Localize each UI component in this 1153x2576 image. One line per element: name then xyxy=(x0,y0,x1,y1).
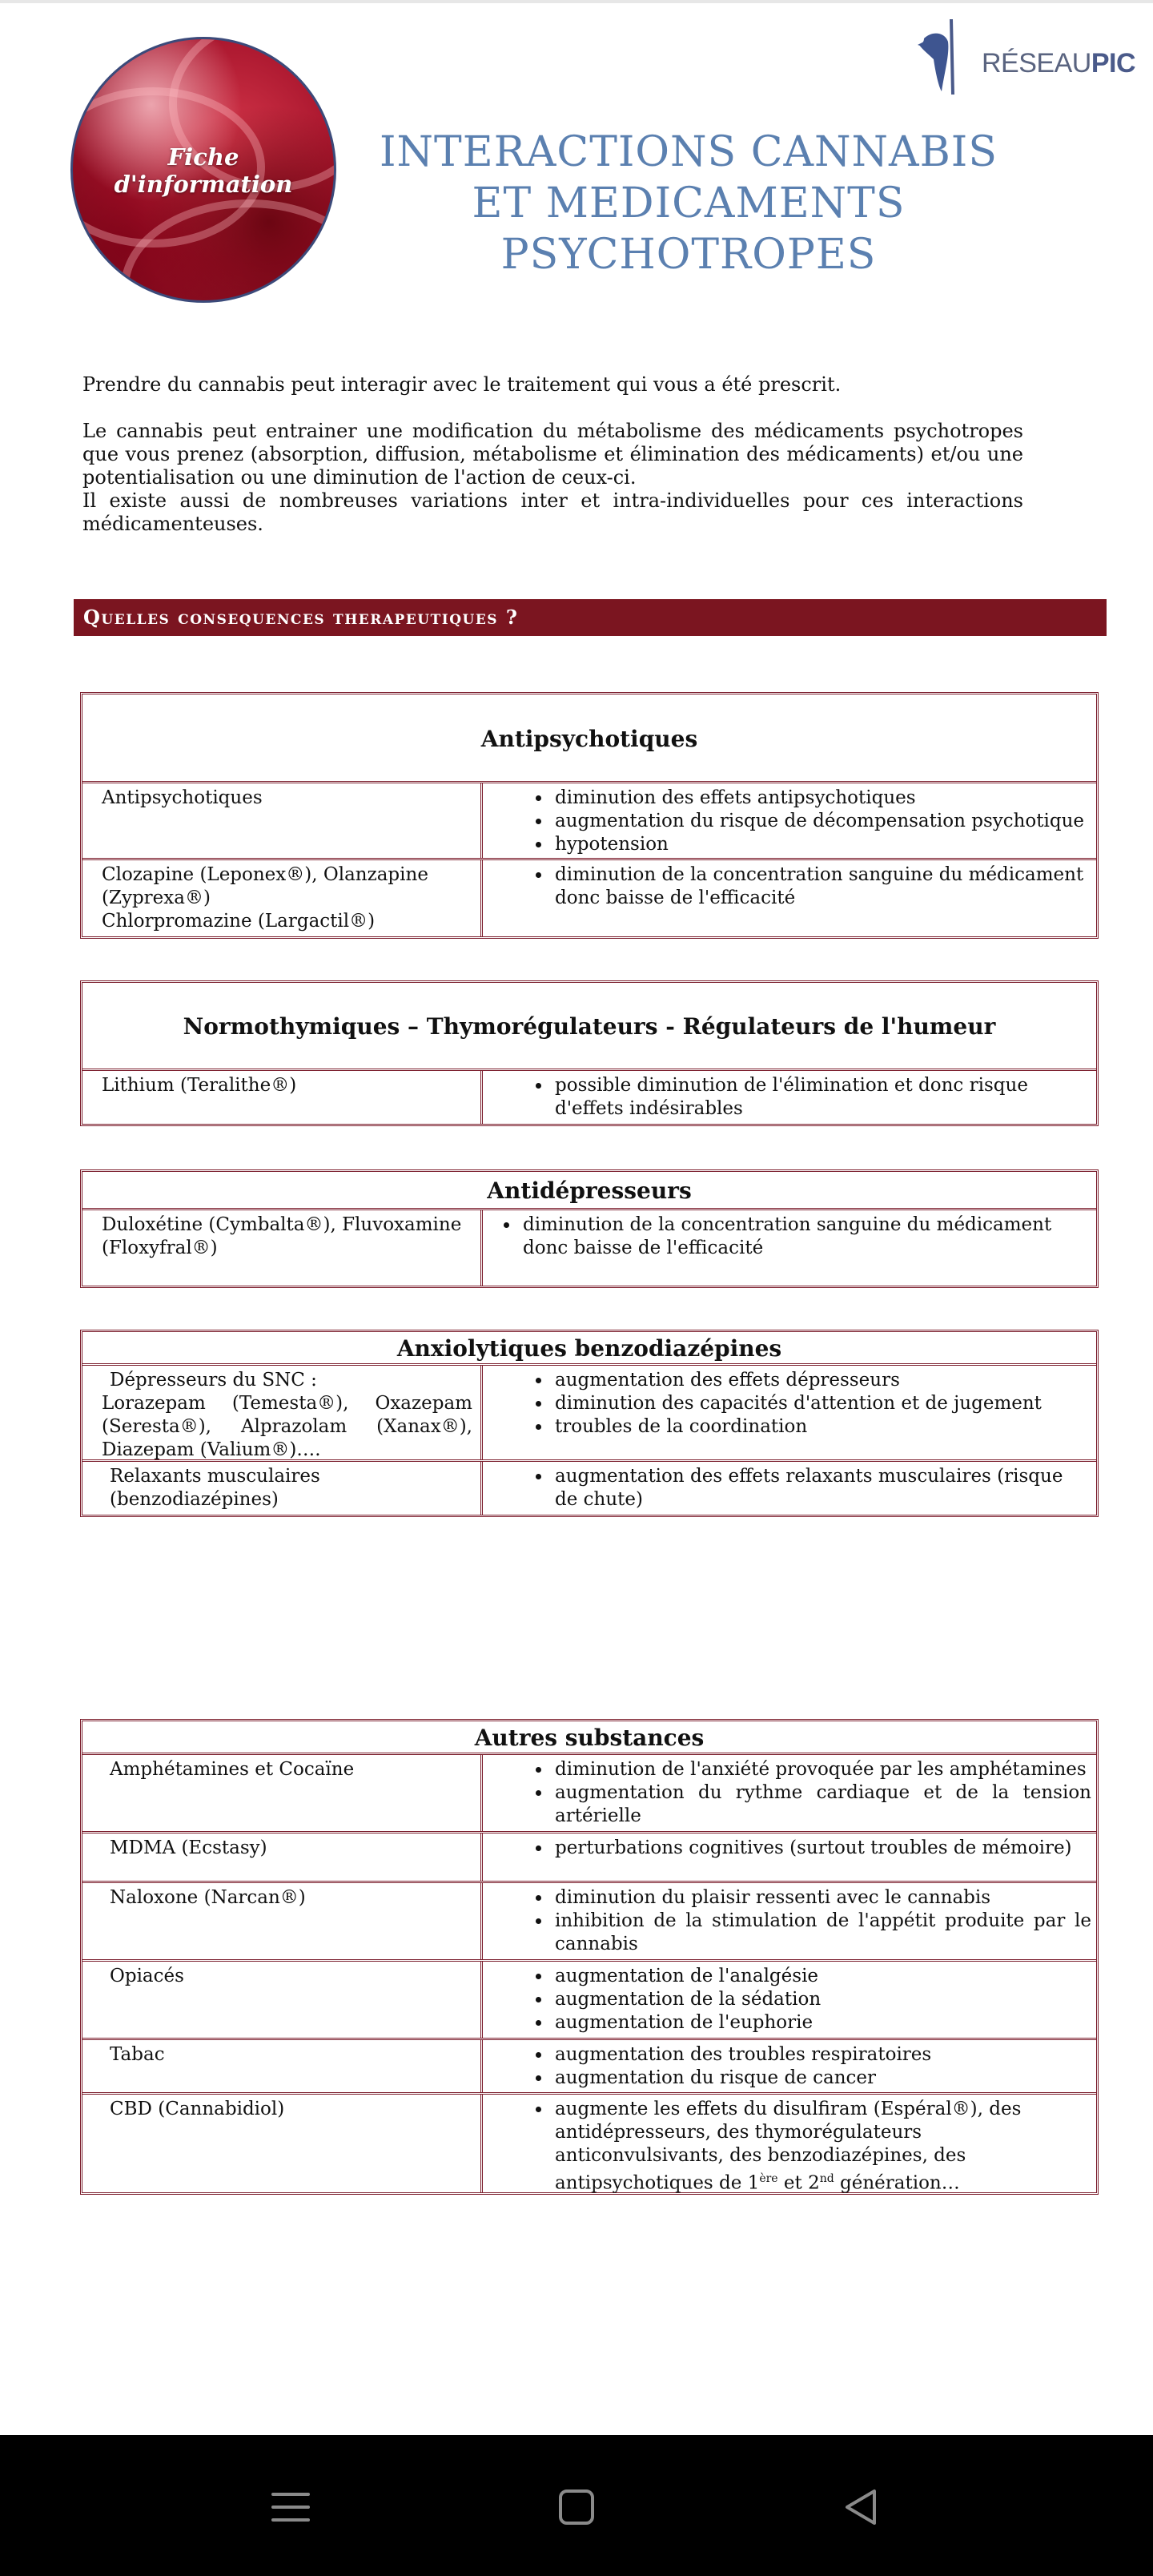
brand-name xyxy=(982,48,1135,79)
row-effects xyxy=(483,860,1096,936)
table-row xyxy=(82,1210,1096,1286)
effect-item: • diminution du plaisir ressenti avec le cannabis xyxy=(552,1886,1091,1910)
table-row xyxy=(82,1071,1096,1124)
intro-paragraph-3: Il existe aussi de nombreuses variations inter et intra-individuelles pour ces interactions médicamenteuses. xyxy=(82,489,1023,535)
table-title: Normothymiques – Thymorégulateurs - Régulateurs de l'humeur xyxy=(82,983,1096,1071)
row-effects xyxy=(483,1210,1096,1286)
row-label xyxy=(82,860,483,936)
brand-bold: PIC xyxy=(1091,48,1136,78)
row-label xyxy=(82,1366,483,1459)
effect-item: • augmentation des effets dépresseurs xyxy=(552,1369,1091,1392)
brand-thin: RÉSEAU xyxy=(982,48,1091,78)
table-row xyxy=(82,1366,1096,1462)
page-title xyxy=(352,127,1025,280)
row-label: Naloxone (Narcan®) xyxy=(82,1883,483,1959)
badge-line-1: Fiche xyxy=(167,143,239,171)
row-effects xyxy=(483,1962,1096,2038)
row-label: Amphétamines et Cocaïne xyxy=(82,1755,483,1831)
section-banner: Quelles consequences therapeutiques ? xyxy=(74,599,1107,636)
row-effects xyxy=(483,1366,1096,1459)
row-label: Duloxétine (Cymbalta®), Fluvoxamine (Floxyfral®) xyxy=(82,1210,483,1286)
effect-item xyxy=(552,2098,1091,2196)
table-autres-substances xyxy=(80,1719,1099,2195)
menu-icon[interactable] xyxy=(267,2483,315,2531)
system-nav-bar xyxy=(0,2435,1153,2576)
row-effects xyxy=(483,783,1096,858)
row-effects xyxy=(483,1071,1096,1124)
effect-item: • perturbations cognitives (surtout troubles de mémoire) xyxy=(552,1837,1091,1860)
top-divider xyxy=(0,0,1153,3)
row-label: CBD (Cannabidiol) xyxy=(82,2095,483,2192)
badge-line-2: d'information xyxy=(114,171,293,198)
row-effects xyxy=(483,2095,1096,2192)
effect-text: génération… xyxy=(834,2172,960,2194)
row-effects xyxy=(483,1755,1096,1831)
reseau-pic-logo xyxy=(918,14,1134,103)
row-label: Opiacés xyxy=(82,1962,483,2038)
effect-item: • augmentation du risque de cancer xyxy=(552,2067,1091,2090)
effect-item: • augmentation des effets relaxants musculaires (risque de chute) xyxy=(552,1465,1091,1511)
back-icon[interactable] xyxy=(838,2483,886,2531)
drug-names: Chlorpromazine (Largactil®) xyxy=(102,911,376,932)
effect-item: • diminution des capacités d'attention et de jugement xyxy=(552,1392,1091,1415)
intro-text xyxy=(82,373,1023,536)
effect-item: • hypotension xyxy=(552,833,1091,856)
table-row xyxy=(82,2095,1096,2192)
effect-item: • augmentation de la sédation xyxy=(552,1988,1091,2011)
effect-text: augmente les effets du disulfiram (Espéral®), des antidépresseurs, des thymorégulateurs anticonvulsivants, des benzodiazépines, des antipsychotiques de 1 xyxy=(555,2099,1022,2194)
table-antidepresseurs xyxy=(80,1169,1099,1288)
row-effects xyxy=(483,2040,1096,2092)
superscript: ère xyxy=(759,2172,778,2185)
table-row xyxy=(82,783,1096,860)
effect-item: • augmentation de l'analgésie xyxy=(552,1965,1091,1988)
title-line-3: PSYCHOTROPES xyxy=(500,231,877,279)
table-anxiolytiques xyxy=(80,1330,1099,1517)
effect-item: • diminution des effets antipsychotiques xyxy=(552,787,1091,810)
row-effects xyxy=(483,1833,1096,1881)
row-label: Lithium (Teralithe®) xyxy=(82,1071,483,1124)
superscript: nd xyxy=(819,2172,834,2185)
badge-text xyxy=(73,143,334,198)
table-antipsychotiques xyxy=(80,692,1099,939)
effect-text: et 2 xyxy=(777,2172,820,2194)
row-label: Tabac xyxy=(82,2040,483,2092)
row-effects xyxy=(483,1462,1096,1515)
effect-item: • augmentation de l'euphorie xyxy=(552,2011,1091,2035)
effect-item: • inhibition de la stimulation de l'appétit produite par le cannabis xyxy=(552,1910,1091,1956)
table-row xyxy=(82,1833,1096,1883)
effect-item: • possible diminution de l'élimination et donc risque d'effets indésirables xyxy=(552,1074,1091,1121)
row-label: MDMA (Ecstasy) xyxy=(82,1833,483,1881)
table-row xyxy=(82,1755,1096,1833)
table-title: Autres substances xyxy=(82,1721,1096,1755)
effect-item: • diminution de la concentration sanguine du médicament donc baisse de l'efficacité xyxy=(520,1214,1091,1260)
effect-item: • augmentation des troubles respiratoires xyxy=(552,2043,1091,2067)
table-row xyxy=(82,1462,1096,1515)
table-title: Anxiolytiques benzodiazépines xyxy=(82,1332,1096,1366)
table-row xyxy=(82,860,1096,936)
home-icon[interactable] xyxy=(552,2483,601,2531)
table-row xyxy=(82,1883,1096,1962)
row-label: Relaxants musculaires (benzodiazépines) xyxy=(82,1462,483,1515)
drug-names: Lorazepam (Temesta®), Oxazepam (Seresta®), Alprazolam (Xanax®), Diazepam (Valium®)…. xyxy=(102,1393,472,1460)
effect-item: • troubles de la coordination xyxy=(552,1415,1091,1439)
intro-paragraph-2: Le cannabis peut entrainer une modification du métabolisme des médicaments psychotropes que vous prenez (absorption, diffusion, métabolisme et élimination des médicaments) et/ou une potentialisation ou une diminution de l'action de ceux-ci. xyxy=(82,420,1023,489)
fiche-badge xyxy=(70,37,336,303)
title-line-2: ET MEDICAMENTS xyxy=(472,179,906,227)
table-row xyxy=(82,1962,1096,2040)
effect-item: • augmentation du risque de décompensation psychotique xyxy=(552,810,1091,833)
effect-item: • augmentation du rythme cardiaque et de la tension artérielle xyxy=(552,1781,1091,1828)
drug-names: Clozapine (Leponex®), Olanzapine (Zyprexa®) xyxy=(102,864,428,908)
effect-item: • diminution de l'anxiété provoquée par les amphétamines xyxy=(552,1758,1091,1781)
effect-item: • diminution de la concentration sanguine du médicament donc baisse de l'efficacité xyxy=(552,863,1091,910)
row-label: Antipsychotiques xyxy=(82,783,483,858)
intro-paragraph-1: Prendre du cannabis peut interagir avec le traitement qui vous a été prescrit. xyxy=(82,373,842,396)
table-title: Antidépresseurs xyxy=(82,1172,1096,1210)
title-line-1: INTERACTIONS CANNABIS xyxy=(380,128,998,176)
table-row xyxy=(82,2040,1096,2095)
table-title: Antipsychotiques xyxy=(82,694,1096,783)
woodpecker-icon xyxy=(918,14,974,103)
drug-class: Dépresseurs du SNC : xyxy=(110,1370,317,1391)
row-effects xyxy=(483,1883,1096,1959)
table-normothymiques xyxy=(80,980,1099,1126)
